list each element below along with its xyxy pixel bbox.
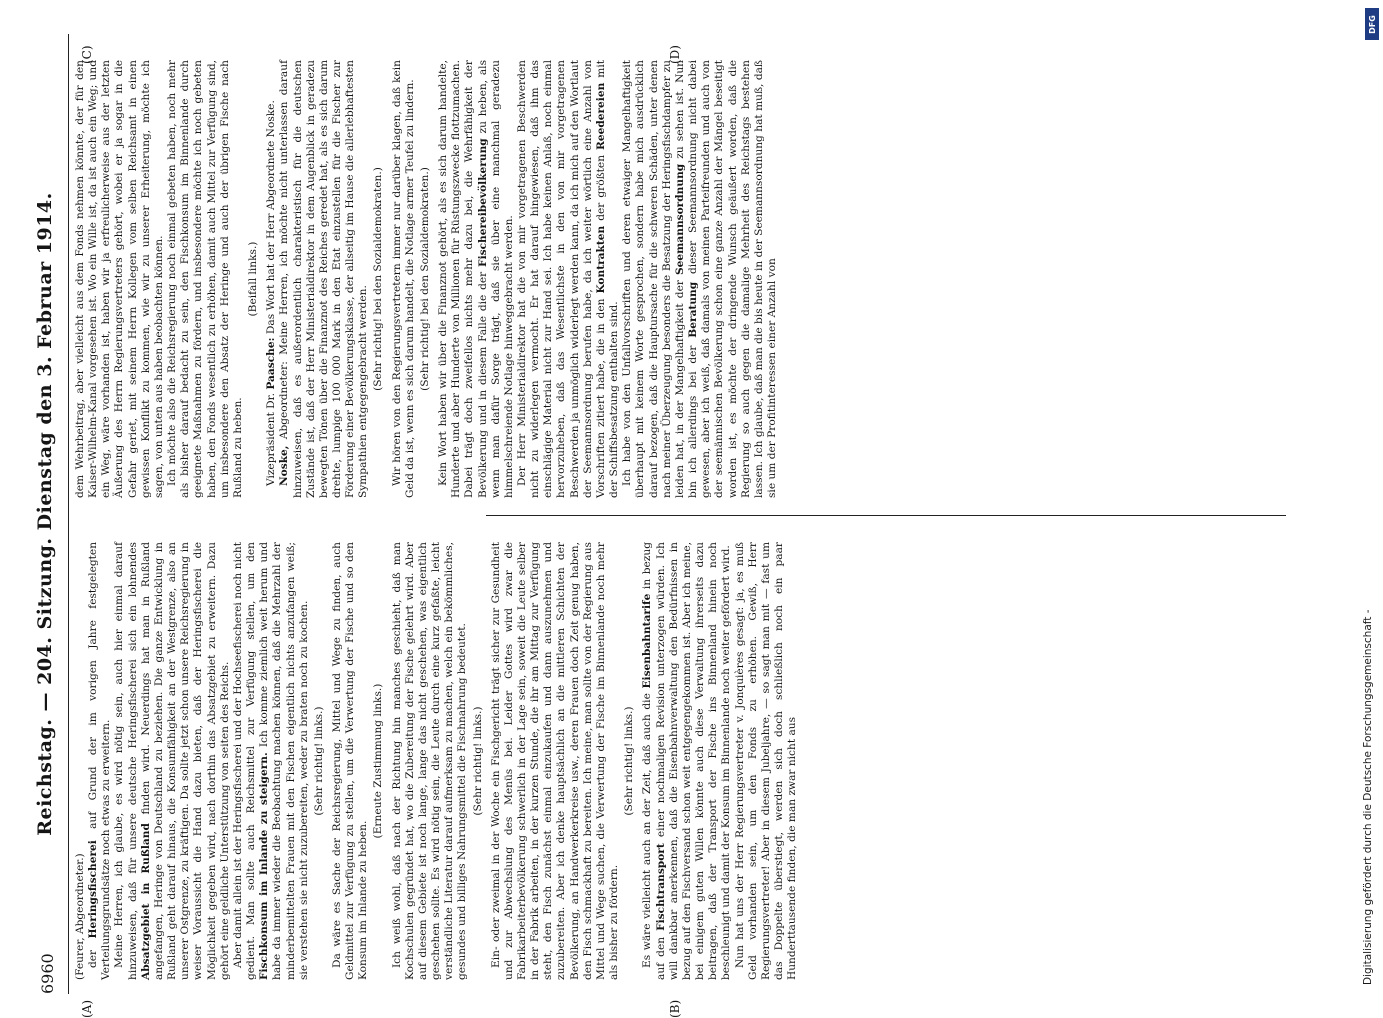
margin-marker-b: (B): [668, 999, 682, 1018]
paragraph: Meine Herren, ich glaube, es wird nötig sein, auch hier einmal darauf hinzuweisen, daß für unsere deutsche Heringsfischerei sich ein lohnendes Absatzgebiet in Rußland finden wird. Neuerdings hat man in Rußland angefangen, Heringe von Deutschland zu beziehen. Die ganze Entwicklung in Rußland geht darauf hinaus, die Konsumfähigkeit an der Westgrenze, also an unserer Ostgrenze, zu kräftigen. Da sollte jetzt schon unsere Reichsregierung in weiser Voraussicht die Hand dazu bieten, daß der Heringsfischerei die Möglichkeit gegeben wird, nach dorthin das Absatzgebiet zu erweitern. Dazu gehört eine geldliche Unterstützung von seiten des Reichs.: [113, 542, 231, 980]
paragraph: dem Wehrbeitrag, aber vielleicht aus dem Fonds nehmen könnte, der für den Kaiser-Wilhelm-Kanal vorgesehen ist. Wo ein Wille ist, da ist auch ein Weg; und ein Weg, wäre vorhanden ist, haben wir ja erfreulicherweise aus der letzten Äußerung des Herrn Regierungsvertreters gehört, wobei er ja sogar in die Gefahr geriet, mit seinem Herrn Kollegen vom selben Reichsamt in einen gewissen Konflikt zu kommen, wie wir zu unserer Erheiterung, möchte ich sagen, von unten aus haben beobachten können.: [74, 60, 165, 498]
paragraph: Es wäre vielleicht auch an der Zeit, daß auch die Eisenbahntarife in bezug auf den Fischtransport einer nochmaligen Revision unterzogen würden. Ich will dankbar anerkennen, daß die Eisenbahnverwaltung den Bedürfnissen in bezug auf den Fischversand schon weit entgegengekommen ist. Aber ich meine, bei einigem guten Willen könnte auch diese Verwaltung ihrerseits dazu beitragen, daß der Transport der Fische ins Binnenland hinein noch beschleunigt und damit der Konsum im Binnenlande noch weiter gefördert wird.: [641, 542, 733, 980]
interjection: (Sehr richtig! bei den Sozialdemokraten.): [418, 167, 431, 391]
paragraph: Kein Wort haben wir über die Finanznot gehört, als es sich darum handelte, Hunderte und aber Hunderte von Millionen für Rüstungszwecke flottzumachen. Dabei trägt doch zweifellos nichts mehr dazu bei, die Wehrfähigkeit der Bevölkerung und in diesem Falle die der Fischereibevölkerung zu heben, als wenn man dafür Sorge trägt, daß sie über eine manchmal geradezu himmelschreiende Notlage hinweggebracht werden.: [437, 59, 515, 498]
paragraph: Vizepräsident Dr. Paasche: Das Wort hat der Herr Abgeordnete Noske.: [265, 100, 278, 486]
dfg-logo: DFG: [1365, 8, 1379, 40]
paragraph: Da wäre es Sache der Reichsregierung, Mittel und Wege zu finden, auch Geldmittel zur Verfügung zu stellen, um die Verwertung der Fische und so den Konsum im Inlande zu heben.: [330, 542, 370, 980]
paragraph: Nun hat uns der Herr Regierungsvertreter v. Jonquières gesagt: ja, es muß Geld vorhanden sein, um den Fonds zu erhöhen. Gewiß, Herr Regierungsvertreter! Aber in diesem Jubeljahre, — so sagt man mit — fast um das Doppelte überstiegt, werden sich doch schließlich noch ein paar Hunderttausende finden, die man zwar nicht aus: [733, 542, 799, 980]
column-divider: [486, 515, 1286, 516]
rotated-document: [28, 34, 1328, 1018]
paragraph: der Heringsfischerei auf Grund der im vorigen Jahre festgelegten Verteilungsgrundsätze noch etwas zu erweitern.: [87, 541, 113, 980]
paragraph: Ich weiß wohl, daß nach der Richtung hin manches geschieht, daß man Kochschulen gegründet hat, wo die Zubereitung der Fische gelehrt wird. Aber auf diesem Gebiete ist noch lange, lange das nicht geschehen, was eigentlich geschehen sollte. Es wird nötig sein, die Leute durch eine kurz gefaßte, leicht verständliche Literatur darauf aufmerksam zu machen, welch ein bekömmliches, gesundes und billiges Nahrungsmittel die Fischnahrung bedeutet.: [390, 542, 469, 980]
paragraph: Aber damit allein ist der Heringsfischerei und der Hochseefischerei noch nicht gedient. Man sollte auch Reichsmittel zur Verfügung stellen, um den Fischkonsum im Inlande zu steigern. Ich komme ziemlich weit herum und habe da immer wieder die Beobachtung machen können, daß die Mehrzahl der minderbemittelten Frauen mit den Fischen eigentlich nichts anzufangen weiß; sie verstehen sie nicht zuzubereiten, weder zu braten noch zu kochen.: [231, 542, 310, 980]
paragraph: Ich habe von den Unfallvorschriften und deren etwaiger Mangelhaftigkeit überhaupt mit keinem Worte gesprochen, sondern habe mich ausdrücklich darauf bezogen, daß die Hauptursache für die schweren Schäden, unter denen nach meiner Überzeugung besonders die Besatzung der Heringsfischdampfer zu leiden hat, in der Mangelhaftigkeit der Seemannsordnung zu sehen ist. Nun bin ich allerdings bei der Beratung dieser Seemannsordnung nicht dabei gewesen, aber ich weiß, daß damals von meinen Parteifreunden und auch von der seemännischen Bevölkerung schon eine ganze Anzahl der Mängel beseitigt worden ist, es möchte der dringende Wunsch geäußert worden, daß die Regierung so auch gegen die damalige Mehrheit des Reichstags bestehen lassen. Ich glaube, daß man die bis heute in der Seemannsordnung hat muß, daß sie um der Profitinteressen einer Anzahl von: [621, 59, 778, 498]
header-rule: [68, 34, 69, 994]
page-number: 6960: [38, 953, 57, 994]
paragraph: Ein- oder zweimal in der Woche ein Fischgericht trägt sicher zur Gesundheit und zur Abwechslung des Menüs bei. Leider Gottes wird zwar die Fabrikarbeiterbevölkerung schwerlich in der Lage sein, soweit die Leute selber in der Fabrik arbeiten, in der kurzen Stunde, die ihr am Mittag zur Verfügung steht, den Fisch zunächst einmal einzukaufen und dann auszunehmen und zuzubereiten. Aber ich denke hauptsächlich an die mittleren Schichten der Bevölkerung, an Handwerkerkreise usw., deren Frauen doch Zeit genug haben, den Fisch schmackhaft zu bereiten. Ich meine, man sollte von der Regierung aus Mittel und Wege suchen, die Verwertung der Fische im Binnenlande noch mehr als bisher zu fördern.: [489, 542, 621, 980]
paragraph: Noske, Abgeordneter: Meine Herren, ich möchte nicht unterlassen darauf hinzuweisen, daß es außerordentlich charakteristisch für die deutschen Zustände ist, daß der Herr Ministerialdirektor in dem Augenblick in geradezu bewegten Tönen über die Finanznot des Reiches geredet hat, als es sich darum drehte, lumpige 100 000 Mark in den Etat einzustellen für die Fischer zur Förderung einer Bevölkerungsklasse, der allseitig im Hause die allerlebhaftesten Sympathien entgegengebracht werden.: [278, 60, 370, 498]
paragraph: Ich möchte also die Reichsregierung noch einmal gebeten haben, noch mehr als bisher darauf bedacht zu sein, den Fischkonsum im Binnenlande durch geeignete Maßnahmen zu fördern, und insbesondere möchte ich noch gebeten haben, den Fonds wesentlich zu erhöhen, damit auch Mittel zur Verfügung sind, um insbesondere den Absatz der Heringe und auch der übrigen Fische nach Rußland zu heben.: [166, 60, 244, 498]
text-column-left: [74, 542, 799, 980]
interjection: (Erneute Zustimmung links.): [372, 683, 385, 839]
text-column-right: [74, 60, 779, 498]
funding-notice: Digitalisierung gefördert durch die Deutsche Forschungsgemeinschaft -: [1362, 609, 1374, 985]
interjection: (Sehr richtig! bei den Sozialdemokraten.): [372, 167, 385, 391]
paragraph: Wir hören von den Regierungsvertretern immer nur darüber klagen, daß kein Geld da ist, wenn es sich darum handelt, die Notlage armer Teufel zu lindern.: [390, 60, 416, 498]
margin-marker-a: (A): [80, 999, 94, 1018]
interjection: (Beifall links.): [247, 241, 260, 317]
page-header: [28, 34, 68, 994]
interjection: (Sehr richtig! links.): [312, 706, 325, 816]
interjection: (Sehr richtig! links.): [471, 706, 484, 816]
paragraph: (Feurer, Abgeordneter.): [74, 853, 86, 980]
interjection: (Sehr richtig! links.): [623, 706, 636, 816]
paragraph: Der Herr Ministerialdirektor hat die von mir vorgetragenen Beschwerden nicht zu widerlegen vermocht. Er hat darauf hingewiesen, daß ihm das einschlägige Material nicht zur Hand sei. Ich habe keinen Anlaß, noch einmal hervorzuheben, daß das Wesentlichste in den von mir vorgetragenen Beschwerden ja unmöglich widerlegt werden kann, da ich mich auf den Wortlaut der Seemannsordnung berufen habe, da ich weiter wörtlich eine Anzahl von Vorschriften zitiert habe, die in den Kontrakten der größten Reedereien mit der Schiffsbesatzung enthalten sind.: [516, 60, 621, 498]
margin-marker-d: (D): [668, 45, 682, 64]
margin-marker-c: (C): [80, 45, 94, 64]
session-title: Reichstag. — 204. Sitzung. Dienstag den 3. Februar 1914.: [34, 192, 56, 836]
